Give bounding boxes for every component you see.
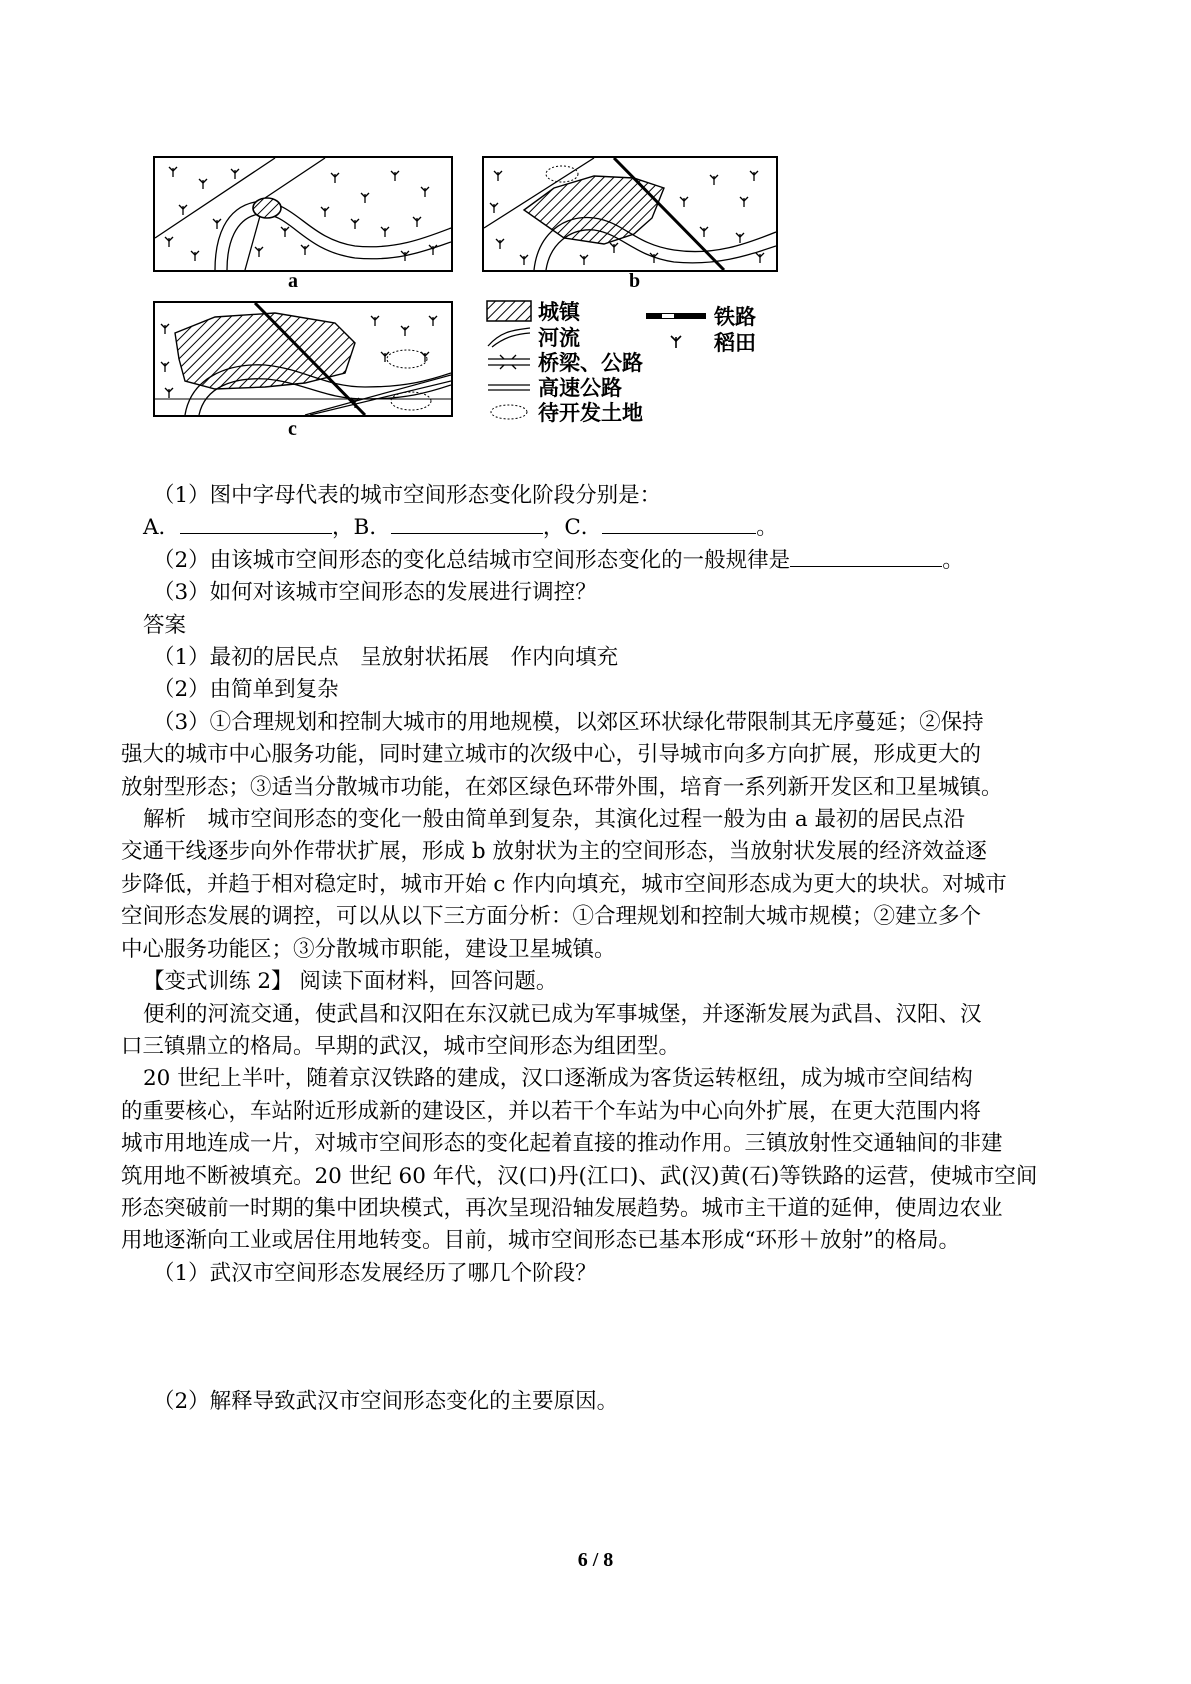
legend-river: 河流	[486, 322, 580, 352]
answer-3-line: 强大的城市中心服务功能，同时建立城市的次级中心，引导城市向多方向扩展，形成更大的	[121, 742, 982, 768]
town	[253, 198, 281, 218]
legend-railway: 铁路	[644, 301, 756, 331]
legend-bridge-road: 桥梁、公路	[486, 347, 643, 377]
answer-heading: 答案	[143, 612, 187, 638]
blank-c[interactable]	[602, 532, 756, 534]
map-b	[482, 156, 778, 272]
page-number: 6 / 8	[577, 1549, 614, 1571]
caption-c: c	[288, 418, 297, 440]
answer-space[interactable]	[153, 1290, 1086, 1386]
answer-3-line: （3）①合理规划和控制大城市的用地规模，以郊区环状绿化带限制其无序蔓延；②保持	[153, 709, 984, 735]
paddy-icon	[644, 331, 708, 353]
analysis-line: 解析 城市空间形态的变化一般由简单到复杂，其演化过程一般为由 a 最初的居民点沿	[143, 807, 965, 833]
exercise-paragraph: 的重要核心，车站附近形成新的建设区，并以若干个车站为中心向外扩展，在更大范围内将	[121, 1098, 982, 1124]
analysis-line: 空间形态发展的调控，可以从以下三方面分析：①合理规划和控制大城市规模；②建立多个	[121, 904, 982, 930]
answer-1: （1）最初的居民点 呈放射状拓展 作内向填充	[153, 645, 619, 671]
exercise-paragraph: 用地逐渐向工业或居住用地转变。目前，城市空间形态已基本形成“环形＋放射”的格局。	[121, 1228, 960, 1254]
undeveloped-land	[546, 166, 578, 182]
document-body	[121, 480, 1086, 1419]
legend-paddy: 稻田	[644, 327, 756, 357]
exercise-paragraph: 便利的河流交通，使武昌和汉阳在东汉就已成为军事城堡，并逐渐发展为武昌、汉阳、汉	[143, 1001, 982, 1027]
railway-icon	[644, 305, 708, 327]
paddy-field-icons	[165, 167, 437, 261]
map-c	[153, 301, 453, 417]
bridge-road-icon	[486, 351, 532, 373]
undeveloped-land-icon	[486, 401, 532, 423]
legend-undeveloped: 待开发土地	[486, 397, 643, 427]
undeveloped-land	[387, 350, 427, 368]
river-icon	[486, 326, 532, 348]
question-3: （3）如何对该城市空间形态的发展进行调控？	[153, 580, 597, 606]
exercise-paragraph: 筑用地不断被填充。20 世纪 60 年代，汉(口)丹(江口)、武(汉)黄(石)等铁路的运营，使城市空间	[121, 1163, 1038, 1189]
question-1-blanks: A． ，B． ，C． 。	[143, 515, 778, 541]
caption-a: a	[288, 270, 298, 292]
question-2: （2）由该城市空间形态的变化总结城市空间形态变化的一般规律是 。	[153, 547, 964, 573]
analysis-line: 交通干线逐步向外作带状扩展，形成 b 放射状为主的空间形态，当放射状发展的经济效益逐	[121, 839, 987, 865]
blank-a[interactable]	[180, 532, 332, 534]
analysis-line: 步降低，并趋于相对稳定时，城市开始 c 作内向填充，城市空间形态成为更大的块状。对城市	[121, 871, 1007, 897]
map-c-drawing	[155, 303, 451, 415]
expressway-icon	[486, 376, 532, 398]
answer-2: （2）由简单到复杂	[153, 677, 339, 703]
question-1: （1）图中字母代表的城市空间形态变化阶段分别是：	[153, 483, 662, 508]
town-swatch-icon	[486, 300, 532, 322]
blank-b[interactable]	[391, 532, 543, 534]
legend-expressway: 高速公路	[486, 372, 622, 402]
river	[215, 202, 451, 270]
exercise-paragraph: 口三镇鼎立的格局。早期的武汉，城市空间形态为组团型。	[121, 1033, 681, 1059]
exercise-paragraph: 城市用地连成一片，对城市空间形态的变化起着直接的推动作用。三镇放射性交通轴间的非建	[121, 1131, 1003, 1157]
caption-b: b	[629, 270, 641, 292]
answer-3-line: 放射型形态；③适当分散城市功能，在郊区绿色环带外围，培育一系列新开发区和卫星城镇。	[121, 774, 1003, 800]
exercise-paragraph: 形态突破前一时期的集中团块模式，再次呈现沿轴发展趋势。城市主干道的延伸，使周边农业	[121, 1195, 1003, 1221]
exercise-question-2: （2）解释导致武汉市空间形态变化的主要原因。	[153, 1389, 619, 1415]
map-b-drawing	[484, 158, 776, 270]
analysis-line: 中心服务功能区；③分散城市职能，建设卫星城镇。	[121, 936, 616, 962]
legend-town: 城镇	[486, 296, 580, 326]
exercise-question-1: （1）武汉市空间形态发展经历了哪几个阶段？	[153, 1260, 597, 1286]
map-a	[153, 156, 453, 272]
map-a-drawing	[155, 158, 451, 270]
blank-rule[interactable]	[790, 565, 942, 567]
undeveloped-land	[391, 392, 431, 410]
exercise-paragraph: 20 世纪上半叶，随着京汉铁路的建成，汉口逐渐成为客货运转枢纽，成为城市空间结构	[143, 1066, 973, 1092]
exercise-title: 【变式训练 2】 阅读下面材料，回答问题。	[143, 969, 558, 995]
